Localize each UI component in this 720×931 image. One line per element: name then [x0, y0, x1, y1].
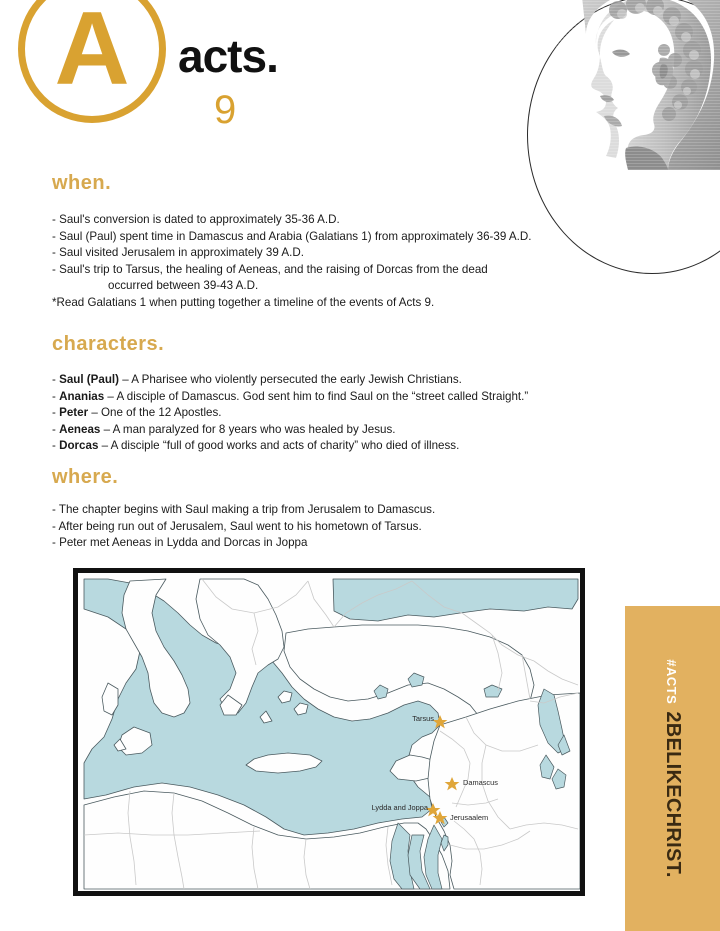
section-heading-where: where.	[52, 466, 119, 488]
character-desc: – A disciple of Damascus. God sent him to find Saul on the “street called Straight.”	[104, 389, 529, 403]
section-body-when	[52, 212, 612, 312]
character-line	[52, 422, 612, 439]
character-line	[52, 389, 612, 406]
character-name: Saul (Paul)	[59, 373, 120, 386]
map-label-damascus: Damascus	[463, 778, 498, 787]
region-map	[73, 568, 585, 896]
character-desc: – One of the 12 Apostles.	[88, 406, 222, 420]
body-line: - The chapter begins with Saul making a trip from Jerusalem to Damascus.	[52, 503, 436, 516]
character-line	[52, 438, 612, 455]
map-label-jerusalem: Jerusaalem	[450, 813, 489, 822]
body-line: - Saul (Paul) spent time in Damascus and Arabia (Galatians 1) from approximately 36-39 A.D.	[52, 229, 532, 243]
body-line: - Saul's conversion is dated to approximately 35-36 A.D.	[52, 213, 340, 226]
section-body-where	[52, 502, 612, 552]
sidebar-text-wrap	[625, 606, 720, 931]
body-line: occurred between 39-43 A.D.	[108, 279, 259, 293]
character-name: Aeneas	[59, 422, 101, 436]
logo-letter: A	[54, 0, 130, 107]
character-desc: – A man paralyzed for 8 years who was healed by Jesus.	[100, 422, 396, 436]
sidebar-hashtag: #ACTS	[664, 659, 680, 705]
body-line: *Read Galatians 1 when putting together a timeline of the events of Acts 9.	[52, 295, 435, 309]
bullet-dash: -	[52, 406, 60, 420]
bullet-dash: -	[52, 439, 60, 453]
bullet-dash: -	[52, 373, 60, 386]
character-name: Ananias	[59, 389, 105, 403]
character-name: Peter	[59, 406, 89, 420]
bullet-dash: -	[52, 389, 60, 403]
classical-bust-image	[556, 0, 720, 178]
character-desc: – A disciple “full of good works and acts of charity” who died of illness.	[98, 439, 460, 453]
character-desc: – A Pharisee who violently persecuted the early Jewish Christians.	[119, 373, 462, 386]
sidebar-handle: 2BELIKECHRIST.	[662, 711, 685, 878]
map-label-lydda-joppa: Lydda and Joppa	[371, 803, 428, 812]
body-line: - Saul's trip to Tarsus, the healing of Aeneas, and the raising of Dorcas from the dead	[52, 262, 488, 276]
sidebar-rotated-text	[661, 659, 684, 878]
character-name: Dorcas	[59, 439, 99, 453]
section-heading-characters: characters.	[52, 333, 165, 355]
section-heading-when: when.	[52, 172, 112, 194]
character-line	[52, 405, 612, 422]
body-line: - After being run out of Jerusalem, Saul went to his hometown of Tarsus.	[52, 519, 422, 533]
section-body-characters	[52, 372, 612, 455]
body-line: - Peter met Aeneas in Lydda and Dorcas in Joppa	[52, 536, 308, 550]
bullet-dash: -	[52, 422, 60, 436]
character-line	[52, 372, 612, 389]
page-title: acts.	[178, 30, 278, 82]
chapter-number: 9	[214, 88, 237, 132]
map-label-tarsus: Tarsus	[412, 714, 434, 723]
body-line: - Saul visited Jerusalem in approximately 39 A.D.	[52, 246, 304, 260]
